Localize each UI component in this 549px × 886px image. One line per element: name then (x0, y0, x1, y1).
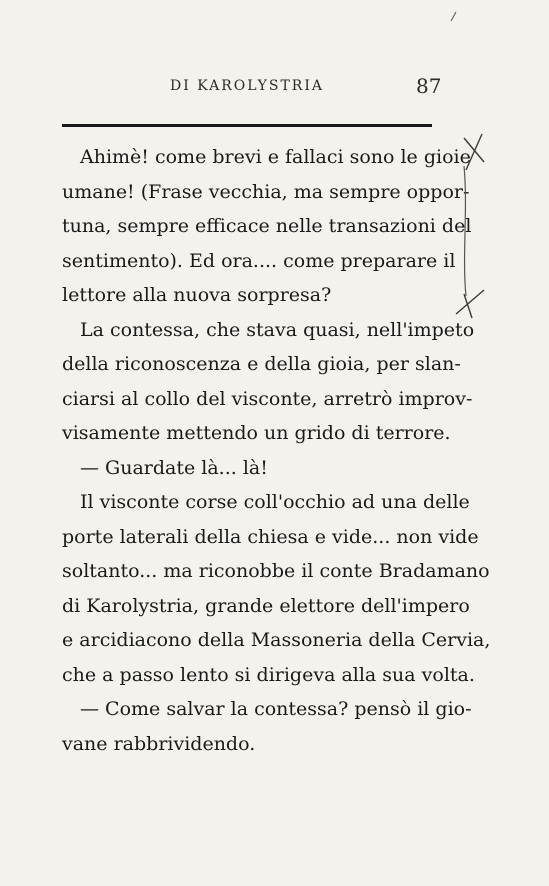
text-line: di Karolystria, grande elettore dell'impero (62, 594, 470, 617)
text-line: porte laterali della chiesa e vide... non vide (62, 525, 479, 548)
text-line: sentimento). Ed ora.... come preparare il (62, 249, 456, 272)
text-line: — Guardate là... là! (80, 456, 268, 479)
page-number: 87 (416, 74, 442, 98)
text-line: La contessa, che stava quasi, nell'impeto (80, 318, 475, 341)
text-line: vane rabbrividendo. (62, 732, 256, 755)
text-line: visamente mettendo un grido di terrore. (62, 422, 451, 444)
text-line: che a passo lento si dirigeva alla sua volta. (62, 663, 475, 686)
text-line: ciarsi al collo del visconte, arretrò improv- (62, 387, 473, 410)
pencil-tick-mark (448, 10, 460, 22)
text-line: soltanto... ma riconobbe il conte Bradamano (62, 560, 490, 582)
marginal-bracket-mark (450, 118, 510, 328)
text-line: della riconoscenza e della gioia, per slan- (62, 353, 461, 375)
text-line: umane! (Frase vecchia, ma sempre oppor- (62, 180, 470, 203)
header-rule (62, 124, 432, 127)
text-line: tuna, sempre efficace nelle transazioni del (62, 215, 472, 237)
text-line: — Come salvar la contessa? pensò il gio- (80, 698, 472, 720)
text-line: Ahimè! come brevi e fallaci sono le gioie (80, 146, 471, 168)
running-head: DI KAROLYSTRIA (170, 78, 324, 94)
text-line: Il visconte corse coll'occhio ad una delle (80, 491, 470, 513)
body-text (62, 140, 491, 761)
text-line: e arcidiacono della Massoneria della Cervia, (62, 629, 491, 651)
text-line: lettore alla nuova sorpresa? (62, 284, 332, 306)
